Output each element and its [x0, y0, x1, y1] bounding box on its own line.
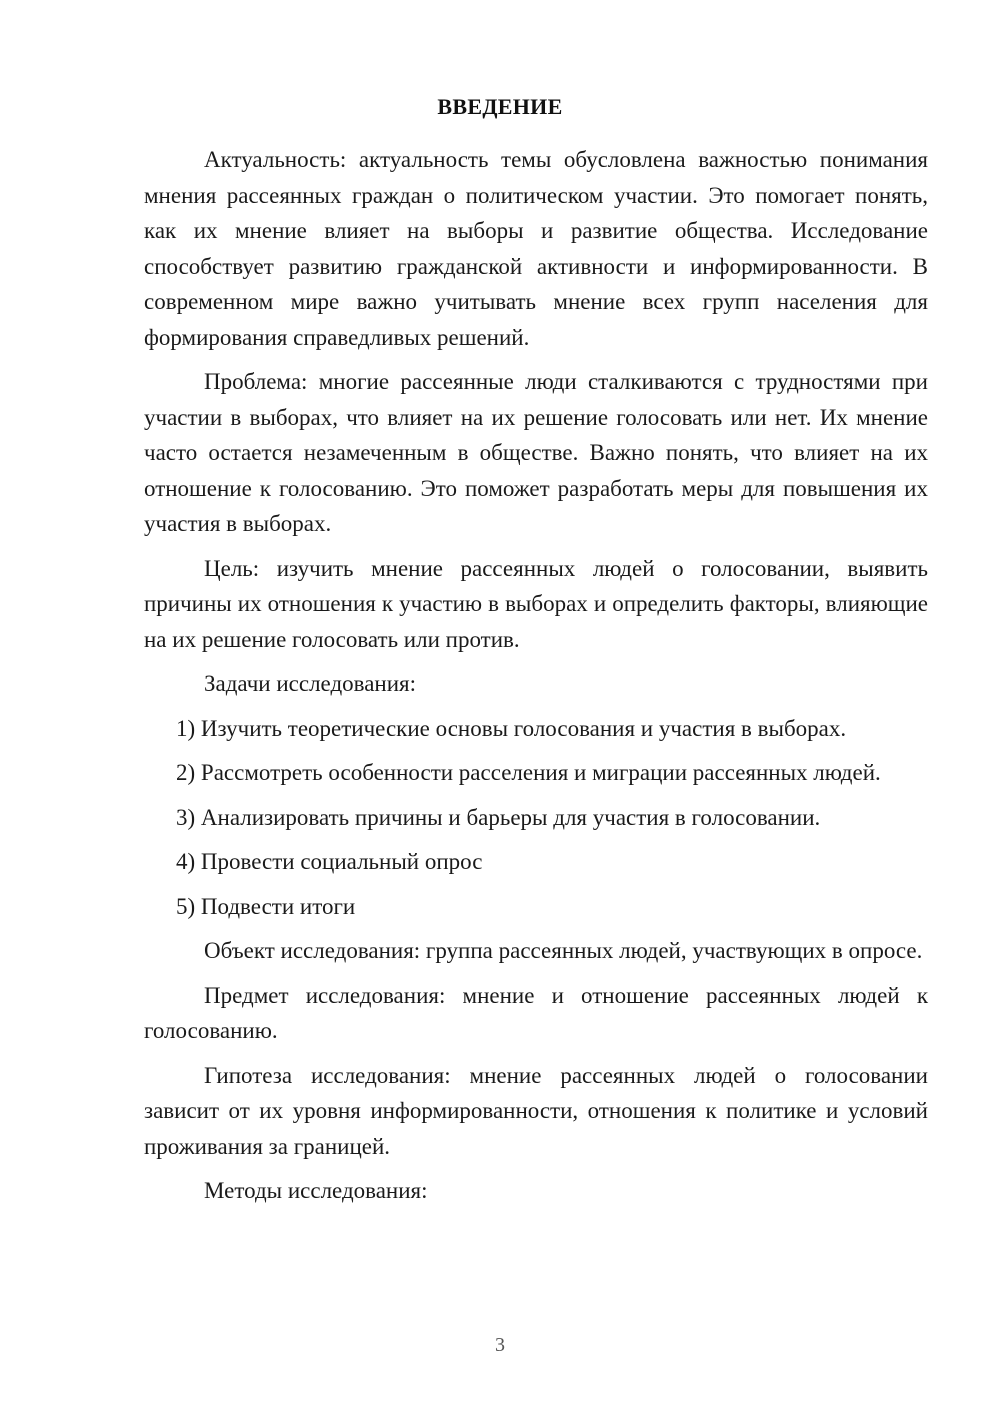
task-item-4: 4) Провести социальный опрос	[176, 849, 483, 874]
task-item-1: 1) Изучить теоретические основы голосования и участия в выборах.	[176, 715, 847, 741]
paragraph-methods: Методы исследования:	[204, 1178, 428, 1203]
paragraph-relevance: Актуальность: актуальность темы обусловлена важностью понимания мнения рассеянных граждан о политическом участии. Это помогает понять, как их мнение влияет на выборы и развитие общества. Исследование способствует развитию гражданской активности и информированности. В современном мире важно учитывать мнение всех групп населения для формирования справедливых решений.	[144, 147, 928, 350]
task-item-5: 5) Подвести итоги	[176, 893, 356, 919]
paragraph-object: Объект исследования: группа рассеянных людей, участвующих в опросе.	[204, 938, 923, 963]
task-item-2: 2) Рассмотреть особенности расселения и миграции рассеянных людей.	[176, 760, 881, 785]
paragraph-problem: Проблема: многие рассеянные люди сталкиваются с трудностями при участии в выборах, что влияет на их решение голосовать или нет. Их мнение часто остается незамеченным в обществе. Важно понять, что влияет на их отношение к голосованию. Это поможет разработать меры для повышения их участия в выборах.	[144, 369, 928, 536]
paragraph-tasks-heading: Задачи исследования:	[204, 671, 417, 696]
page-title: ВВЕДЕНИЕ	[437, 94, 563, 119]
paragraph-subject: Предмет исследования: мнение и отношение рассеянных людей к голосованию.	[144, 982, 928, 1043]
document-body	[144, 142, 928, 1218]
task-item-3: 3) Анализировать причины и барьеры для участия в голосовании.	[176, 804, 821, 830]
paragraph-hypothesis: Гипотеза исследования: мнение рассеянных людей о голосовании зависит от их уровня информированности, отношения к политике и условий проживания за границей.	[144, 1062, 928, 1159]
page-number: 3	[495, 1334, 505, 1356]
paragraph-goal: Цель: изучить мнение рассеянных людей о голосовании, выявить причины их отношения к участию в выборах и определить факторы, влияющие на их решение голосовать или против.	[144, 555, 928, 652]
